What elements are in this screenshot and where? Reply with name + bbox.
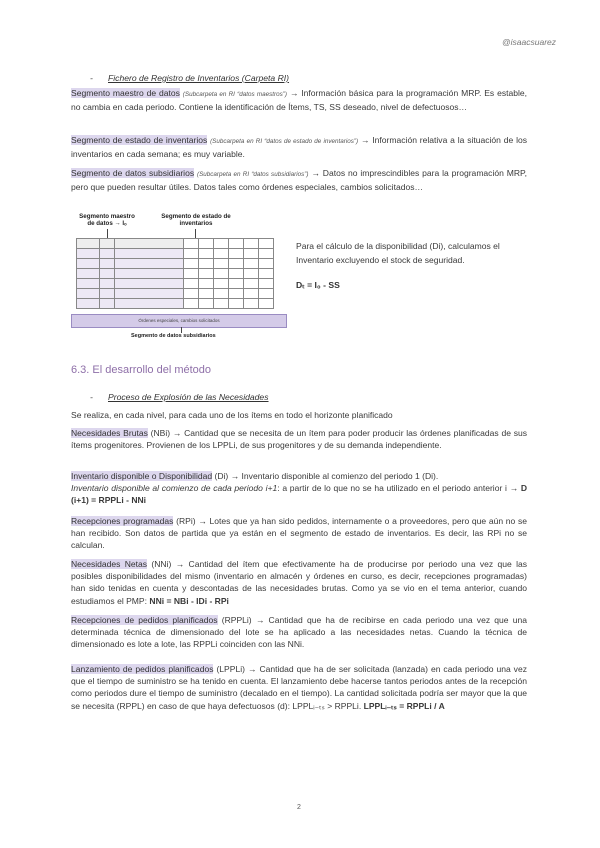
paragraph-segmento-subsidiarios [71, 167, 527, 193]
figure-label-status: Segmento de estado de inventarios [161, 213, 231, 227]
section-title: 6.3. El desarrollo del método [71, 364, 212, 376]
paragraph-text: (Di) → Inventario disponible al comienzo del periodo 1 (Di). [212, 471, 439, 481]
figure-label-master: Segmento maestro de datos → Iₒ [79, 213, 135, 227]
highlight-term: Lanzamiento de pedidos planificados [71, 664, 214, 674]
paragraph-intro: Se realiza, en cada nivel, para cada uno de los ítems en todo el horizonte planificado [71, 410, 393, 420]
paragraph-text: (NNi) → Cantidad del ítem que efectivamente ha de producirse por periodo una vez que las posibles disponibilidades del mismo (inventario en almacén y órdenes en curso, es decir, recepciones programadas) han sido tenidas en cuenta y descontadas de las necesidades brutas. Como ya se vio en el tema anterior, cuando estudiamos el PMP: [71, 559, 527, 606]
paragraph-text: (LPPLi) → Cantidad que ha de ser solicitada (lanzada) en cada periodo una vez que el tiempo de suministro se ha tenido en cuenta. El lanzamiento debe hacerse tantos periodos antes de la recepción como periodos dure el tiempo de suministro (decalado en el tiempo). La cantidad solicitada podría ser mayor que la que se necesita (RPPL) en caso de que haya defectuosos (d): LPPLᵢ₋ₜₛ > RPPLi. [71, 664, 527, 711]
highlight-term: Segmento de datos subsidiarios [71, 168, 195, 178]
disponibilidad-formula: Dₜ = I₀ - SS [296, 280, 340, 290]
figure-arrow [107, 229, 108, 238]
figure-label-subsidiary: Segmento de datos subsidiarios [131, 333, 216, 339]
paragraph-text: : a partir de lo que no se ha utilizado en el periodo anterior i → [277, 483, 521, 494]
paragraph-necesidades-brutas [71, 427, 527, 451]
formula-lanzamiento: LPPLᵢ₋ₜₛ = RPPLi / A [363, 700, 445, 711]
bullet-registro-inventarios [90, 73, 289, 83]
figure-special-orders-band: Órdenes especiales, cambios solicitados [71, 314, 287, 328]
highlight-term: Necesidades Netas [71, 559, 148, 569]
paragraph-recepciones-planificados [71, 614, 527, 651]
italic-definition: Inventario disponible al comienzo de cada periodo i+1 [71, 483, 278, 494]
bullet-text: Fichero de Registro de Inventarios (Carpeta RI) [108, 73, 290, 83]
paragraph-text: (NBi) → Cantidad que se necesita de un ítem para poder producir las órdenes planificadas de sus ítems progenitores. Provienen de los LPPLi, de sus progenitores y de su demanda independiente. [71, 428, 527, 451]
highlight-term: Inventario disponible o Disponibilidad [71, 471, 213, 481]
bullet-dash: - [90, 73, 93, 83]
paragraph-text: (RPi) → Lotes que ya han sido pedidos, internamente o a proveedores, pero que aún no se han recibido. Son datos de partida que ya están en el segmento de estado de inventarios. Es decir, las RPi no se calculan. [71, 516, 527, 551]
paragraph-segmento-maestro [71, 87, 527, 113]
figure-table [76, 238, 274, 309]
formula-necesidades-netas: NNi = NBi - IDi - RPi [149, 595, 229, 606]
subfolder-note: (Subcarpeta en RI “datos de estado de inventarios”) [210, 138, 359, 145]
subfolder-note: (Subcarpeta en RI “datos subsidiarios”) [196, 171, 309, 178]
highlight-term: Segmento maestro de datos [71, 88, 180, 98]
paragraph-text: → Información relativa a la situación de los inventarios en cada semana; es muy variable. [71, 135, 527, 160]
disponibilidad-note: Para el cálculo de la disponibilidad (Di), calculamos el Inventario excluyendo el stock de seguridad. [296, 241, 500, 265]
bullet-explosion-necesidades [90, 392, 269, 402]
paragraph-lanzamiento-pedidos [71, 663, 527, 712]
paragraph-text: → Información básica para la programación MRP. Es estable, no cambia en cada periodo. Contiene la identificación de Ítems, TS, SS deseado, nivel de defectuosos… [71, 88, 528, 113]
page-number: 2 [297, 804, 301, 811]
inventory-segments-figure [71, 213, 286, 343]
highlight-term: Necesidades Brutas [71, 428, 148, 438]
highlight-term: Segmento de estado de inventarios [71, 135, 208, 145]
bullet-dash: - [90, 392, 93, 402]
paragraph-necesidades-netas [71, 558, 527, 607]
formula-disponibilidad: D (i+1) = RPPLi - NNi [71, 483, 527, 506]
highlight-term: Recepciones programadas [71, 516, 174, 526]
bullet-text: Proceso de Explosión de las Necesidades [108, 392, 269, 402]
highlight-term: Recepciones de pedidos planificados [71, 615, 218, 625]
subfolder-note: (Subcarpeta en RI “datos maestros”) [182, 91, 287, 98]
paragraph-segmento-estado [71, 134, 527, 160]
author-handle: @isaacsuarez [502, 37, 556, 47]
paragraph-text: → Datos no imprescindibles para la programación MRP, pero que pueden resultar útiles. Datos tales como órdenes especiales, cambios solicitados… [71, 168, 527, 193]
figure-arrow [195, 229, 196, 238]
paragraph-recepciones-programadas [71, 515, 527, 552]
paragraph-disponibilidad [71, 470, 527, 507]
paragraph-text: (RPPLi) → Cantidad que ha de recibirse en cada periodo una vez que una determinada técnica de dimensionado del lote se ha aplicado a las necesidades netas. Cuando la técnica de dimensionado es lote a lote, las RPPLi coinciden con las NNi. [71, 615, 527, 650]
